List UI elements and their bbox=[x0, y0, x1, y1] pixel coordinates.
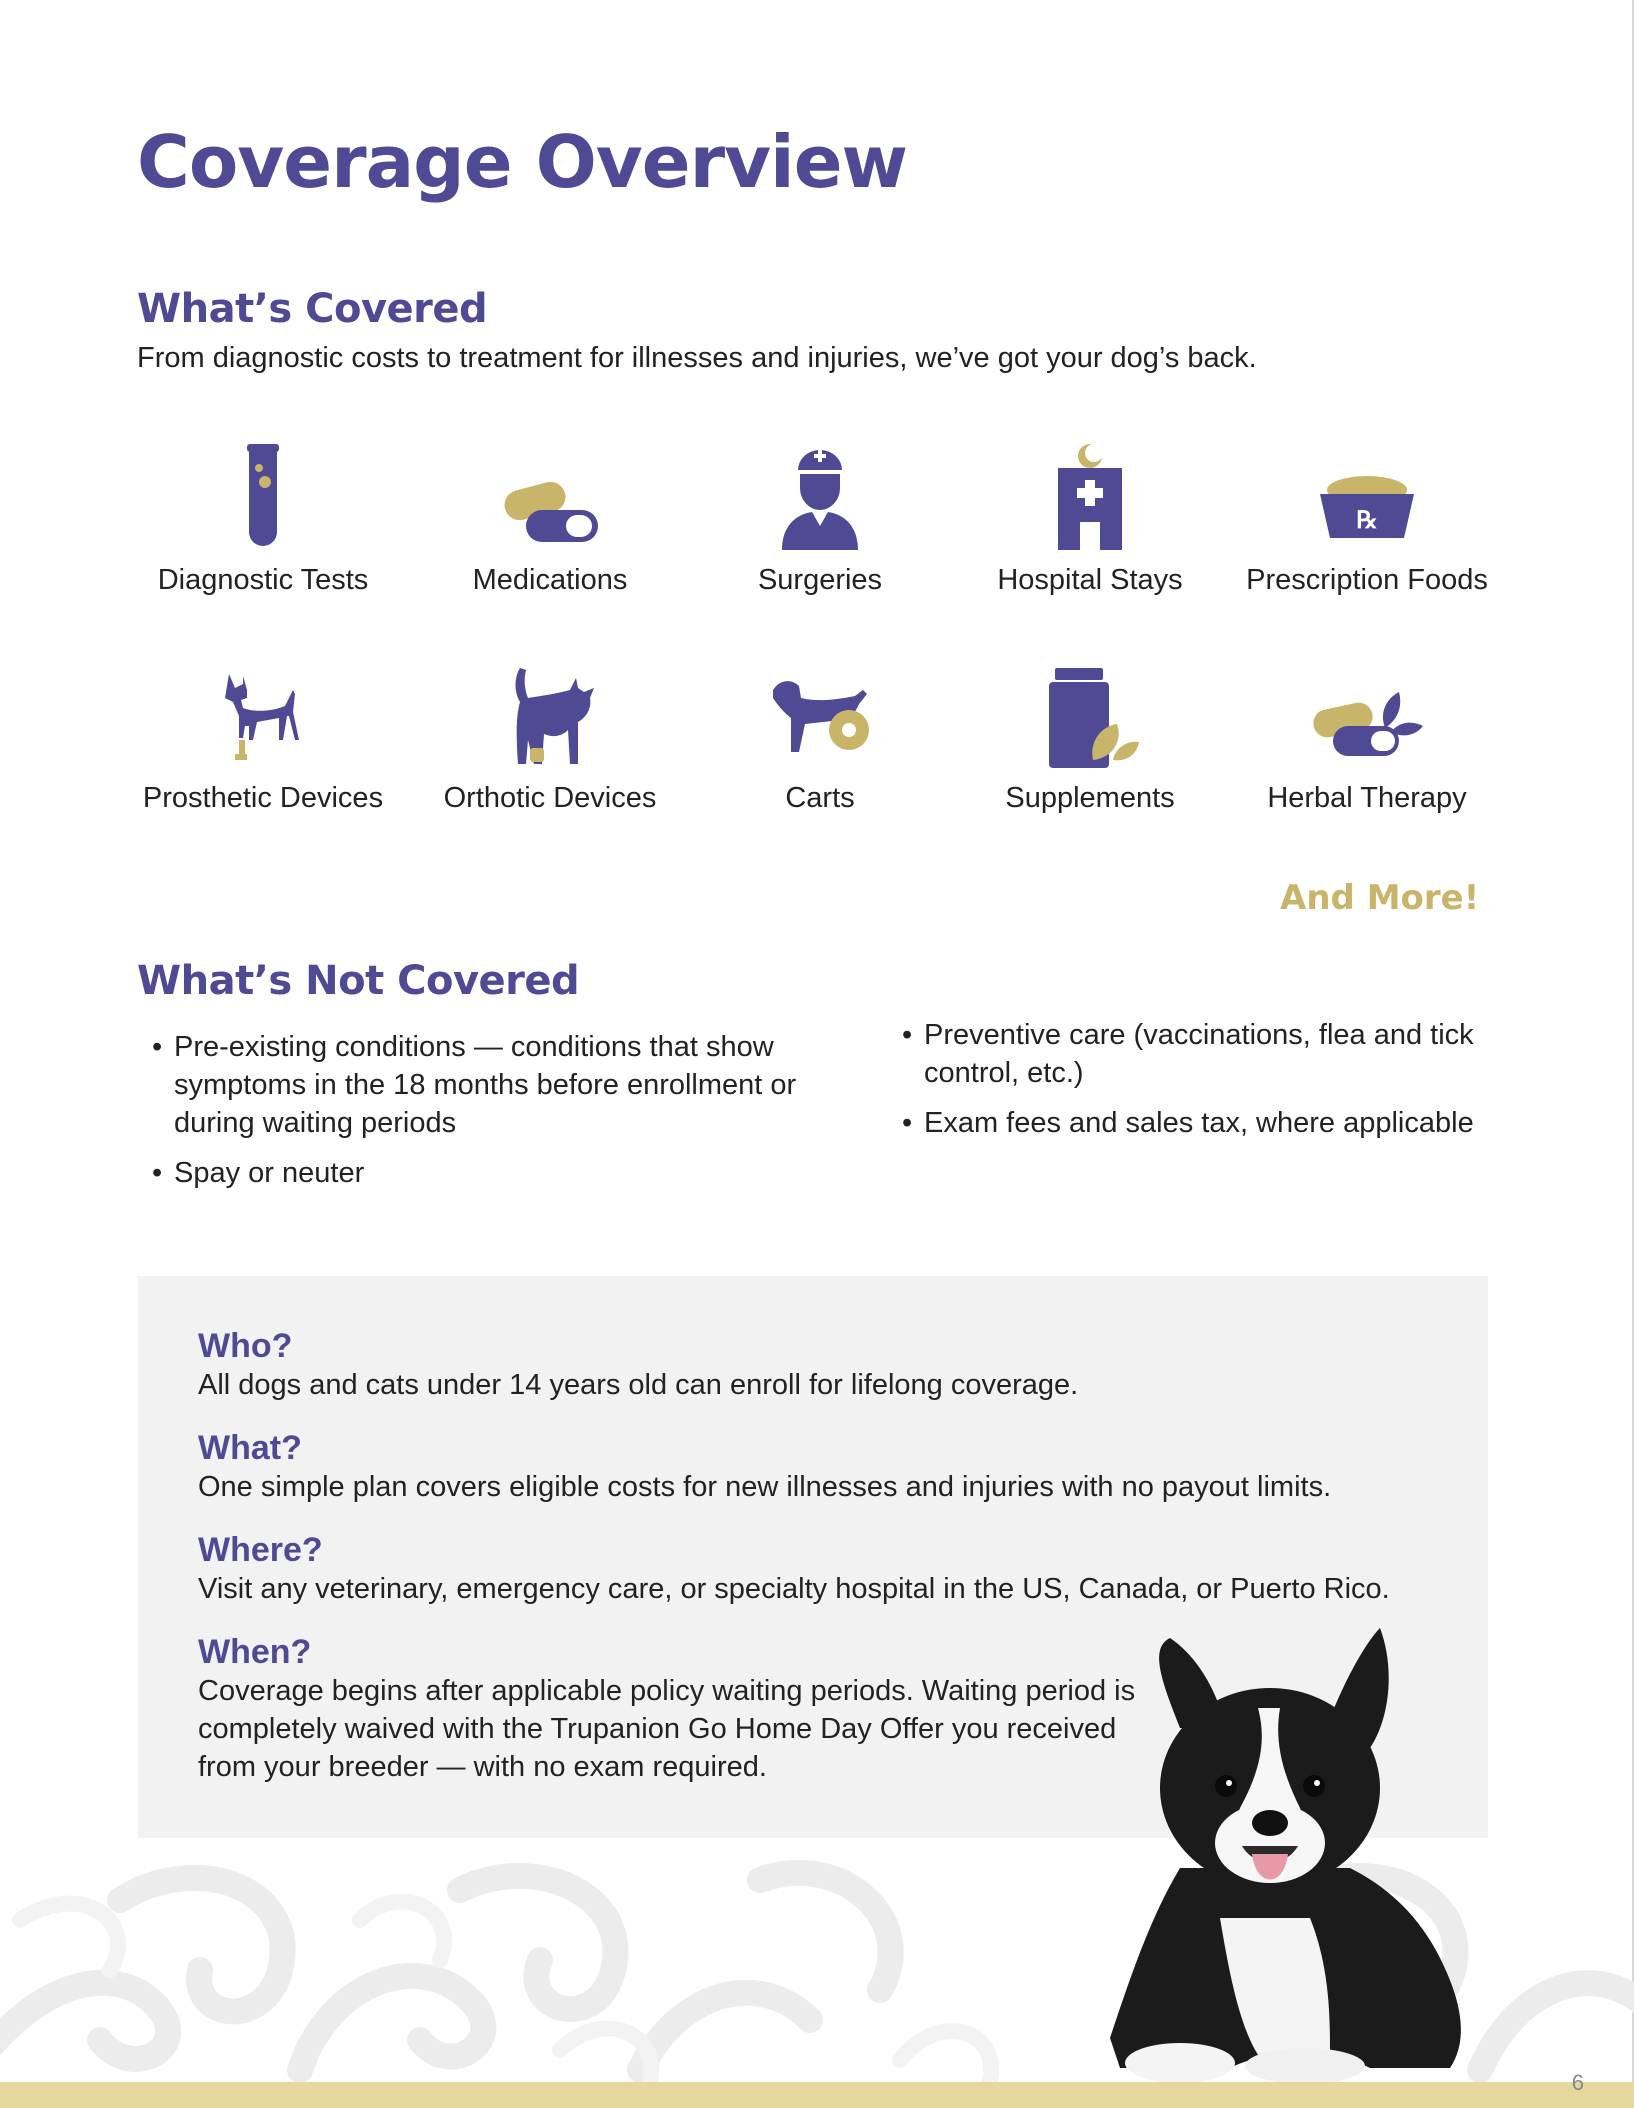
covered-intro: From diagnostic costs to treatment for illnesses and injuries, we’ve got your dog’s back. bbox=[137, 342, 1257, 374]
cat-orthotic-icon bbox=[500, 668, 600, 768]
page-number: 6 bbox=[1571, 2070, 1584, 2095]
faq-answer: One simple plan covers eligible costs for new illnesses and injuries with no payout limits. bbox=[198, 1471, 1332, 1503]
herbal-pill-icon bbox=[1307, 668, 1427, 768]
covered-item bbox=[123, 440, 403, 598]
covered-item-label: Hospital Stays bbox=[997, 564, 1183, 596]
faq-question: Where? bbox=[198, 1531, 323, 1569]
covered-heading: What’s Covered bbox=[137, 286, 488, 332]
faq-answer: Coverage begins after applicable policy waiting periods. Waiting period is completely waived with the Trupanion Go Home Day Offer you received from your breeder — with no exam required. bbox=[198, 1675, 1136, 1783]
page-title: Coverage Overview bbox=[137, 120, 908, 204]
surgeon-icon bbox=[770, 440, 870, 550]
hospital-icon bbox=[1040, 440, 1140, 550]
covered-item-label: Prosthetic Devices bbox=[142, 782, 384, 814]
covered-item-label: Supplements bbox=[1005, 782, 1175, 814]
covered-item bbox=[950, 440, 1230, 598]
list-item: • Preventive care (vaccinations, flea and tick control, etc.) bbox=[888, 1016, 1488, 1092]
food-bowl-icon bbox=[1312, 440, 1422, 550]
svg-text:℞: ℞ bbox=[1356, 505, 1378, 534]
faq-item-who bbox=[198, 1326, 1458, 1404]
list-item: • Exam fees and sales tax, where applicable bbox=[888, 1104, 1488, 1142]
covered-item bbox=[680, 440, 960, 598]
test-tube-icon bbox=[213, 440, 313, 550]
and-more-label: And More! bbox=[1280, 878, 1480, 918]
pills-icon bbox=[490, 440, 610, 550]
border-collie-puppy-image bbox=[1030, 1618, 1500, 2088]
covered-item bbox=[123, 668, 403, 816]
covered-item-label: Orthotic Devices bbox=[443, 782, 657, 814]
not-covered-list-left bbox=[138, 1028, 838, 1204]
covered-item-label: Carts bbox=[785, 782, 855, 814]
covered-item bbox=[410, 668, 690, 816]
faq-answer: All dogs and cats under 14 years old can enroll for lifelong coverage. bbox=[198, 1369, 1079, 1401]
list-item: • Spay or neuter bbox=[138, 1154, 838, 1192]
covered-item-label: Herbal Therapy bbox=[1267, 782, 1467, 814]
covered-item-label: Prescription Foods bbox=[1246, 564, 1488, 596]
covered-item-label: Medications bbox=[472, 564, 628, 596]
covered-item bbox=[1227, 668, 1507, 816]
covered-item bbox=[950, 668, 1230, 816]
faq-answer: Visit any veterinary, emergency care, or specialty hospital in the US, Canada, or Puerto Rico. bbox=[198, 1573, 1390, 1605]
covered-item bbox=[1227, 440, 1507, 598]
dog-cart-icon bbox=[765, 668, 875, 768]
not-covered-list-right bbox=[888, 1016, 1488, 1154]
faq-question: What? bbox=[198, 1429, 302, 1467]
supplement-jar-icon bbox=[1035, 668, 1145, 768]
dog-prosthetic-icon bbox=[213, 668, 313, 768]
footer-bar bbox=[0, 2082, 1634, 2108]
faq-item-what bbox=[198, 1428, 1458, 1506]
faq-item-when bbox=[198, 1632, 1158, 1786]
list-item: • Pre-existing conditions — conditions that show symptoms in the 18 months before enrollment or during waiting periods bbox=[138, 1028, 838, 1142]
faq-question: When? bbox=[198, 1633, 312, 1671]
covered-item bbox=[410, 440, 690, 598]
faq-question: Who? bbox=[198, 1327, 293, 1365]
faq-item-where bbox=[198, 1530, 1458, 1608]
covered-item bbox=[680, 668, 960, 816]
not-covered-heading: What’s Not Covered bbox=[137, 958, 580, 1004]
covered-item-label: Surgeries bbox=[757, 564, 883, 596]
covered-item-label: Diagnostic Tests bbox=[157, 564, 369, 596]
